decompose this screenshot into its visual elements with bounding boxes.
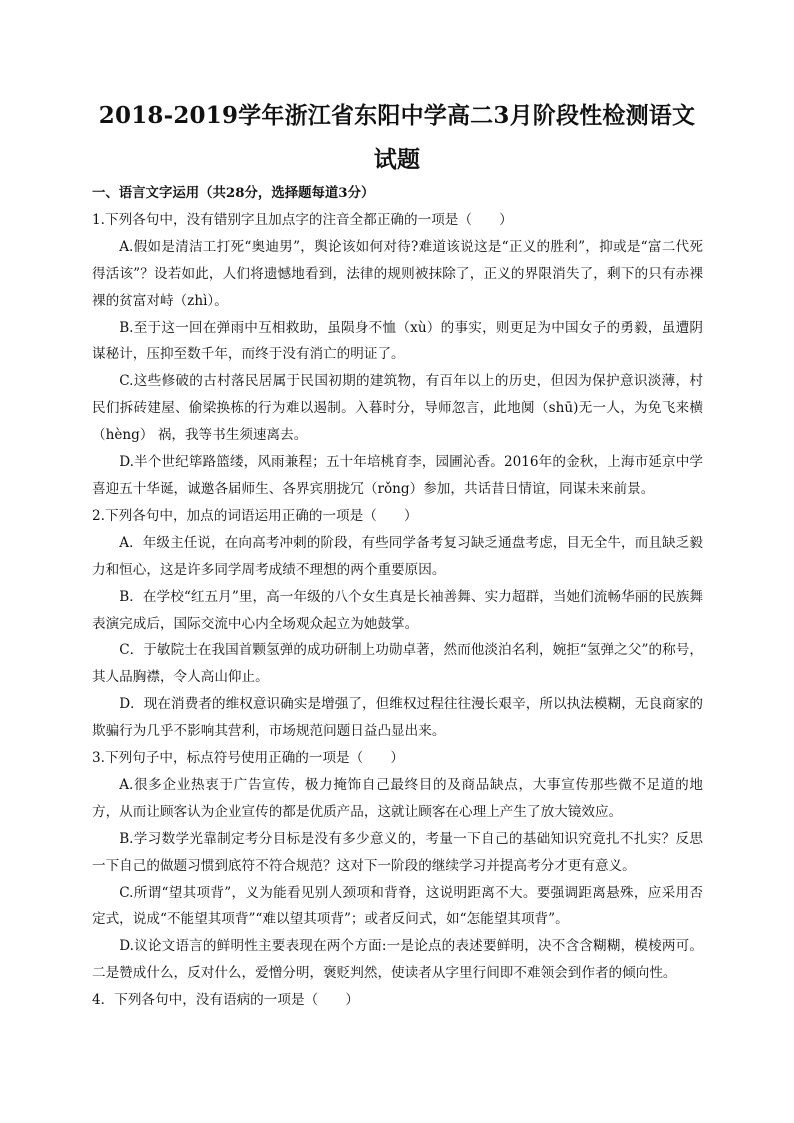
- question-3-option-c: C.所谓“望其项背”，义为能看见别人颈项和背脊，这说明距离不大。要强调距离悬殊，应采用否定式，说成“不能望其项背”“难以望其项背”；或者反问式，如“怎能望其项背”。: [92, 884, 703, 928]
- question-1-option-d: D.半个世纪筚路篮缕，风雨兼程；五十年培桃育李，园圃沁香。2016年的金秋，上海市延京中学喜迎五十华诞，诚邀各届师生、各界宾朋拢冗（rǒng）参加，共话昔日情谊，同谋未来前景。: [92, 454, 703, 497]
- question-2-stem: 2.下列各句中，加点的词语运用正确的一项是（ ）: [92, 507, 418, 524]
- question-3-option-b: B.学习数学光靠制定考分目标是没有多少意义的，考量一下自己的基础知识究竟扎不扎实？反思一下自己的做题习惯到底符不符合规范？这对下一阶段的继续学习并提高考分才更有意义。: [92, 830, 703, 874]
- title-line-1: 2018-2019学年浙江省东阳中学高二3月阶段性检测语文: [98, 102, 696, 129]
- question-3-stem: 3.下列句子中，标点符号使用正确的一项是（ ）: [92, 750, 405, 767]
- document-title: [60, 94, 734, 182]
- question-3-option-d: D.议论文语言的鲜明性主要表现在两个方面:一是论点的表述要鲜明，决不含含糊糊，模棱两可。二是赞成什么，反对什么，爱憎分明，褒贬判然，使读者从字里行间即不难领会到作者的倾向性。: [92, 938, 703, 982]
- document-body: [92, 180, 703, 1014]
- title-line-2: 试题: [373, 146, 421, 173]
- question-1-option-a: A.假如是清洁工打死“奥迪男”，舆论该如何对待?难道该说这是“正义的胜利”，抑或是“富二代死得活该”？设若如此，人们将遗憾地看到，法律的规则被抹除了，正义的界限消失了，剩下的只有赤裸裸的贫富对峙（zhì）。: [92, 238, 703, 309]
- question-3-option-a: A.很多企业热衷于广告宣传，极力掩饰自己最终目的及商品缺点，大事宣传那些微不足道的地方，从而让顾客认为企业宣传的都是优质产品，这就让顾客在心理上产生了放大镜效应。: [92, 776, 703, 820]
- question-1-option-c: C.这些修破的古村落民居属于民国初期的建筑物，有百年以上的历史，但因为保护意识淡薄，村民们拆砖建屋、偷梁换栋的行为难以遏制。入暮时分，导师忽言，此地阒（shū)无一人，为免飞来横（hèng） 祸，我等书生须速离去。: [92, 373, 703, 444]
- question-2-option-b: B．在学校“红五月”里，高一年级的八个女生真是长袖善舞、实力超群，当她们流畅华丽的民族舞表演完成后，国际交流中心内全场观众起立为她鼓掌。: [92, 588, 703, 632]
- question-2-option-c: C．于敏院士在我国首颗氢弹的成功研制上功勋卓著，然而他淡泊名利，婉拒“氢弹之父”的称号，其人品胸襟，令人高山仰止。: [92, 642, 703, 686]
- question-2-option-a: A．年级主任说，在向高考冲刺的阶段，有些同学备考复习缺乏通盘考虑，目无全牛，而且缺乏毅力和恒心，这是许多同学周考成绩不理想的两个重要原因。: [92, 534, 703, 578]
- section-heading: 一、语言文字运用（共28分，选择题每道3分）: [92, 185, 375, 201]
- question-1-stem: 1.下列各句中，没有错别字且加点字的注音全都正确的一项是（ ）: [92, 211, 513, 228]
- question-4-stem: 4．下列各句中，没有语病的一项是（ ）: [92, 992, 359, 1009]
- question-2-option-d: D．现在消费者的维权意识确实是增强了，但维权过程往往漫长艰辛，所以执法模糊，无良商家的欺骗行为几乎不影响其营利，市场规范问题日益凸显出来。: [92, 696, 703, 740]
- question-1-option-b: B.至于这一回在弹雨中互相救助，虽陨身不恤（xù）的事实，则更足为中国女子的勇毅，虽遭阴谋秘计，压抑至数千年，而终于没有消亡的明证了。: [92, 319, 703, 363]
